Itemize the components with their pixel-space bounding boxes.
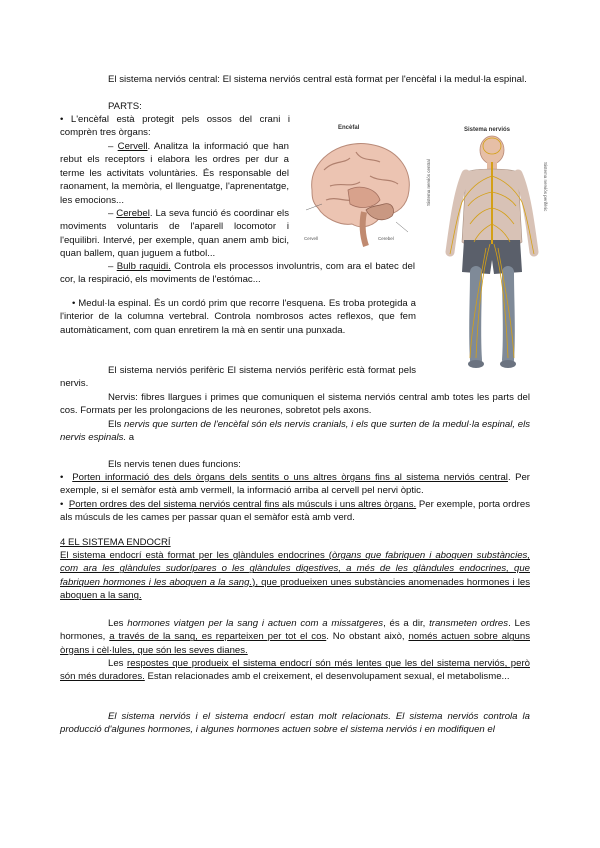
endocrine-definition (60, 549, 530, 603)
hormones-f: a través de la sang, es reparteixen per tot el cos (109, 631, 327, 643)
brain-figure (300, 122, 418, 250)
nervous-system-title: Sistema nerviós (464, 127, 511, 133)
nervis-italic-b: nervis que surten de l'encèfal són els nervis cranials (124, 419, 346, 430)
nervis-paragraph: Nervis: fibres llargues i primes que comuniquen el sistema nerviós central amb totes les parts del cos. Formats per les prolongacions de les neurones, sobretot pels axons. (60, 392, 530, 417)
nervis-italic-paragraph (60, 418, 530, 445)
nervis-italic-d: a (126, 432, 135, 444)
hormones-h: només actuen sobre alguns òrgans i cèl·lules, que són les seves dianes. (60, 631, 530, 656)
endocrine-heading: 4 EL SISTEMA ENDOCRÍ (60, 537, 171, 548)
cervell-text: . Analitza la informació que han rebut els receptors i elabora les ordres per dur a terme les activitats voluntàries. És responsable del raonament, la memòria, el llenguatge, l'aprenentatge, les emocions... (60, 141, 289, 206)
closing-paragraph: El sistema nerviós i el sistema endocrí estan molt relacionats. El sistema nerviós controla la producció d'algunes hormones, i algunes hormones actuen sobre el sistema nerviós i en modifiquen el (60, 711, 530, 736)
function-2-underlined: Porten ordres des del sistema nerviós central fins als músculs i uns altres òrgans. (68, 499, 417, 510)
function-1-rest: . Per exemple, si el semàfor està amb vermell, la informació arriba al cervell pel nervi òptic. (60, 472, 530, 497)
hormones-c: , és a dir, (383, 618, 430, 629)
hormones-b: hormones viatgen per la sang i actuen com a missatgeres (127, 618, 384, 629)
hormones-g: . No obstant això, (326, 631, 409, 643)
body-illustration (436, 132, 548, 372)
function-2: • Porten ordres des del sistema nerviós central fins als músculs i uns altres òrgans. Per exemple, porta ordres als músculs de les cames per passar quan el semàfor està amb verd. (60, 499, 530, 524)
endocrine-def-c: ), que produeixen unes substàncies anomenades hormones i les aboquen a la sang. (60, 576, 530, 602)
brain-small-label-1: Cervell (304, 236, 319, 241)
cervell-paragraph: – Cervell. Analitza la informació que han rebut els receptors i elabora les ordres per dur a terme les activitats voluntàries. És responsable del raonament, la memòria, el llenguatge, l'aprenentatge, les emocions... (60, 141, 289, 206)
function-1-underlined: Porten informació des dels òrgans dels sentits o uns altres òrgans fins al sistema nerviós central (72, 472, 508, 483)
hormones-a: Les (108, 618, 128, 629)
bulb-paragraph: – Bulb raquidi. Controla els processos involuntris, com ara el batec del cor, la respiració, els moviments de l'estómac... (60, 261, 415, 286)
cerebel-paragraph: – Cerebel. La seva funció és coordinar els moviments voluntaris de l'aparell locomotor i l'equilibri. Intervé, per exemple, quan anem amb bici, quan ballem, quan juguem a futbol... (60, 208, 289, 260)
medulla-paragraph: • Medul·la espinal. És un cordó prim que recorre l'esquena. Es troba protegida a l'interior de la columna vertebral. Controla nombrosos actes reflexos, que fem automàticament, com quan enretirem la mà en sentir una punxada. (60, 298, 416, 336)
peripheral-paragraph: El sistema nerviós perifèric El sistema nerviós perifèric està format pels nervis. (60, 365, 416, 390)
functions-intro: Els nervis tenen dues funcions: (108, 459, 241, 470)
parts-label: PARTS: (108, 101, 142, 112)
cervell-term: Cervell (117, 141, 148, 152)
nervous-system-right-label: Sistema nerviós perifèric (543, 162, 548, 212)
encefal-bullet: • L'encèfal està protegit pels ossos del crani i comprèn tres òrgans: (60, 114, 290, 139)
nervis-italic-c: , i els que surten de la medul·la espinal, els nervis espinals. (60, 419, 530, 444)
brain-figure-title: Encèfal (338, 125, 360, 131)
brain-illustration (300, 130, 418, 248)
cerebel-text: . La seva funció és coordinar els moviments voluntaris de l'aparell locomotor i l'equilibri. Intervé, per exemple, quan anem amb bici, quan ballem, quan juguem a futbol... (60, 208, 289, 260)
hormones-paragraph (60, 617, 530, 657)
bulb-text: Controla els processos involuntris, com ara el batec del cor, la respiració, els moviments de l'estómac... (60, 261, 415, 286)
endocrine-def-b: òrgans que fabriquen i aboquen substàncies, com ara les glàndules sudorípares o les glàndules digestives, a més de les glàndules endocrines, que fabriquen hormones i les aboquen a la sang. (60, 550, 530, 588)
nervous-system-figure (424, 122, 558, 372)
bulb-term: Bulb raquidi. (116, 261, 171, 272)
responses-a: Les (108, 658, 128, 669)
function-1: • Porten informació des dels òrgans dels sentits o uns altres òrgans fins al sistema nerviós central. Per exemple, si el semàfor està amb vermell, la informació arriba al cervell pel nervi òptic. (60, 472, 530, 497)
brain-small-label-2: Cerebel (378, 236, 394, 241)
responses-paragraph (60, 657, 530, 684)
endocrine-def-a: El sistema endocrí està format per les glàndules endocrines ( (60, 550, 332, 561)
nervous-system-left-label: Sistema nerviós central (426, 159, 431, 206)
nervis-italic-a: Els (108, 419, 125, 430)
responses-b: respostes que produeix el sistema endocrí són més lentes que les del sistema nerviós, però són més duradores. (60, 658, 530, 683)
hormones-d: transmeten ordres (429, 618, 509, 629)
hormones-e: . Les hormones, (60, 618, 530, 643)
function-2-rest: Per exemple, porta ordres als músculs de les cames per passar quan el semàfor està amb verd. (60, 499, 530, 524)
cerebel-term: Cerebel (116, 208, 150, 219)
intro-title: El sistema nerviós central: El sistema nerviós central està format per l'encèfal i la medul·la espinal. (108, 74, 527, 85)
responses-c: Estan relacionades amb el creixement, el desenvolupament sexual, el metabolisme... (144, 671, 510, 683)
